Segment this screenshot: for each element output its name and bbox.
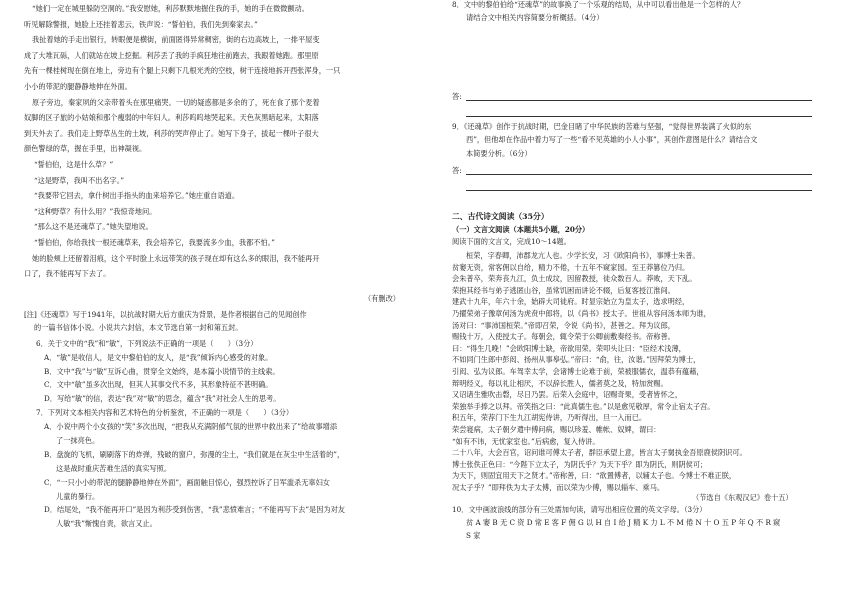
story-line: 成了大堆瓦砾，人们就站在坡上挖掘。利莎丢了我的手疯狂地往前跑去，我跟着她跑。那里原 <box>24 50 319 60</box>
story-source: （有删改） <box>364 294 400 303</box>
passage-line: 二十八年，大会百官，诏问谁可傅太子者，群臣承望上意，皆言太子舅执金吾原鹿侯阴识可。 <box>452 448 747 458</box>
passage-line: 桓荣，字春卿，沛郡龙亢人也。少学长安，习《欧阳尚书》，事博士朱普。 <box>466 251 700 260</box>
story-line: “我要带它回去，拿什树出手指头的血来培养它。”她庄重自语道。 <box>34 191 240 201</box>
q9-answer-line-1[interactable] <box>466 174 812 175</box>
passage-line: 曰：“得生几晚！”会欧阳博士缺，帝欲用荣。荣叩头让曰：“臣经术浅薄， <box>452 343 686 353</box>
passage-intro: 阅读下面的文言文，完成10～14题。 <box>452 237 571 246</box>
passage-line: 乃擢荣弟子豫章何汤为虎贲中郎将，以《尚书》授太子。世祖从容问汤本师为谁， <box>452 309 711 318</box>
q9-answer-line-2[interactable] <box>466 190 812 191</box>
story-line: “誓伯伯，你给我找一根还魂草来，我会培养它，我要流多少血，我都不怕。” <box>34 238 275 247</box>
q8-answer-line-2[interactable] <box>466 116 812 117</box>
q6-line: A．“敏”是收信人，是文中黎伯伯的友人，是“我”倾诉内心感受的对象。 <box>44 353 273 362</box>
q7-line: 儿童的暴行。 <box>56 491 100 501</box>
passage-line: 博士张佚正色曰：“今陛下立太子，为阴氏乎？为天下乎？即为阴氏，则阴侯可； <box>452 459 708 469</box>
story-line: “这是野草，我叫不出名字。” <box>34 175 125 185</box>
story-line: 奴脚的区子旅的小姑娘和那个瘦弱的中年妇人。利莎呜呜地哭起来。天色灰黑暗起来，太阳落 <box>24 113 319 123</box>
story-line: “这种野草？有什么用？”我惊奇地问。 <box>34 206 157 216</box>
q9-line: 9．《还魂草》创作于抗战时期，巴金目睹了中华民族的苦难与坚强，“觉得世界装满了火似的东 <box>452 122 752 131</box>
q7-line: B．盘旋的飞机，刷刷落下的炸弹，残破的窗户，弥漫的尘土，“我们就是在灰尘中生活着的”， <box>44 449 345 459</box>
passage-line: 建武十九年，年六十余，始辟大司徒府。时显宗始立为皇太子，选求明经， <box>452 297 690 307</box>
story-line: 小小的带泥的腿静静地伸在外面。 <box>24 82 132 91</box>
subsection-title: （一）文言文阅读（本题共5小题，20分） <box>452 225 590 234</box>
passage-line: 赐钱十万，入使授太子。每朝会，辄令荣于公卿前敷奏经书。帝称善。 <box>452 332 675 342</box>
q9-line: 本简要分析。（6分） <box>466 148 532 158</box>
passage-line: 又诏诸生雅吹击磬，尽日乃罢。后荣入会庭中，诏赐奇果，受者皆怀之， <box>452 390 683 400</box>
q6-line: C．文中“敏”虽多次出现，但其人其事交代不多，其形象特征不甚明确。 <box>44 380 273 390</box>
q10-line: 贫 A 窭 B 无 C 资 D 常 E 客 F 佣 G 以 H 自 I 给 J 精 K 力 L 不 M 倦 N 十 O 五 P 年 Q 不 R 窥 <box>466 518 781 527</box>
section-title: 二、古代诗文阅读（35分） <box>452 212 549 221</box>
story-line: “誓伯伯，这是什么草？” <box>34 160 114 169</box>
passage-line: 不如同门生郎中彭闳、扬州从事皋弘。”帝曰：“俞，往，汝谐。”因拜荣为博士， <box>452 355 701 365</box>
q9-answer-label: 答: <box>452 166 462 175</box>
passage-line: “如有不讳，无忧家室也。”后病愈，复入侍讲。 <box>452 436 600 446</box>
q6-line: D．写给“敏”的信，表达“我”对“敏”的思念，蕴含“我”对社会人生的思考。 <box>44 393 281 403</box>
passage-line: 引闳、弘为议郎。车驾幸太学，会诸博士论难于前，荣被服儒衣，温恭有蕴藉， <box>452 367 704 376</box>
passage-line: 会朱普卒，荣奔丧九江，负土成坟，因留教授，徒众数百人。莽败，天下乱。 <box>452 274 697 284</box>
q7-line: 人敏“我”惭愧自责，欲言又止。 <box>56 519 157 529</box>
story-line: 听见解除警报，她脸上还挂着悲云，铁声说：“誓伯伯，我们先到秦家去。” <box>24 19 258 29</box>
passage-line: 贫窭无资，常客佣以自给，精力不倦，十五年不窥家园。至王莽篡位乃归。 <box>452 262 690 272</box>
q10-line: 10．文中画波浪线的部分有三处需加句读，请写出相应位置的英文字母。（3分） <box>452 505 707 514</box>
story-line: 先有一棵桂树现在倒在地上，旁边有个腿上只剩下几根光秃的空枝，树干连接地拆开西张浑身，一只 <box>24 66 341 76</box>
story-line: 我扯着她的手走出银行，转眼便是横街，前面匿得异常稠密，街的右边高坡上，一排平屋变 <box>32 35 320 45</box>
story-line: 原子旁边，秦家夙的父亲带着头在那里痛哭。一切的疑惑都是多余的了，死在食了那个麦着 <box>32 97 320 107</box>
q7-line: 这是战时重庆苦难生活的真实写照。 <box>56 463 172 473</box>
passage-line: 为天下，则固宜用天下之贤才。”帝称善，曰：“欲置傅者，以辅太子也。今博士不难正朕， <box>452 471 737 481</box>
story-line: 口了，我不能再写下去了。 <box>24 269 111 279</box>
q10-line: S 家 <box>466 531 481 540</box>
q6-line: B．文中“我”与“敏”互诉心曲，贯穿全文始终，是本篇小说情节的主线索。 <box>44 366 280 376</box>
left-column <box>14 0 424 589</box>
note-line: 的一篇书信体小说。小说共六封信，本文节选自第一封和第五封。 <box>34 323 243 332</box>
passage-line: 荣尝寝病，太子朝夕遣中傅问病，赐以珍羞、帷帐、奴婢，谓曰： <box>452 425 661 434</box>
passage-line: 荣独举手捧之以拜。帝笑指之曰：“此真儒生也。”以是愈见敬厚，常令止宿太子宫。 <box>452 401 715 411</box>
q6-stem: 6．关于文中的“我”和“敏”，下列说法不正确的一项是（ ）（3分） <box>36 339 258 348</box>
passage-source: （节选自《东观汉记》卷十五） <box>692 493 793 502</box>
story-line: 到天外去了。我们走上野草丛生的土坡，利莎的哭声停止了。她写下身子，拔起一棵叶子很大 <box>24 128 319 138</box>
q7-line: D．结尾处，“我不能再开口”是因为利莎受到伤害，“我”悲愤难言；“不能再写下去”是因为对友 <box>44 505 345 515</box>
passage-line: 况太子乎？”即拜佚为太子太傅，而以荣为少傅，赐以辎车、乘马。 <box>452 483 665 492</box>
story-line: 她的脸颊上还留着泪痕，这个平时脸上永远带笑的孩子现在却有这么多的眼泪，我不能再开 <box>32 253 320 263</box>
q8-answer-label: 答: <box>452 92 462 101</box>
passage-line: 荣抱其经书与弟子逃匿山谷，虽常饥困而讲论不辍，后复客授江淮间。 <box>452 285 675 295</box>
q7-line: A．小说中两个小女孩的“笑”多次出现，“把我从充满阴郁气氛的世界中救出来了”给故事增添 <box>44 422 338 431</box>
passage-line: 汤对曰：“事沛国桓荣。”帝即召荣，令说《尚书》，甚善之。拜为议郎， <box>452 320 675 330</box>
q7-line: 了一抹亮色。 <box>56 435 100 445</box>
q8-line: 请结合文中相关内容简要分析概括。（4分） <box>466 13 604 22</box>
q8-line: 8．文中的黎伯伯给“还魂草”的故事换了一个乐观的结局，从中可以看出他是一个怎样的人？ <box>452 0 745 9</box>
right-column <box>452 0 812 589</box>
q8-answer-line-1[interactable] <box>466 100 812 101</box>
story-line: “那么这不是还魂草了。”她失望地说。 <box>34 222 153 232</box>
passage-line: 辩明经义，每以礼让相厌，不以辞长胜人，儒者莫之及，特加赏赐。 <box>452 378 668 388</box>
q9-line: 西”，但他却在作品中着力写了一些“看不见英雄的小人小事”，其创作意图是什么？请结合文 <box>466 135 758 145</box>
q7-stem: 7．下列对文本相关内容和艺术特色的分析鉴赏，不正确的一项是（ ）（3分） <box>36 408 294 417</box>
story-line: 颜色警绿的草，握在手里，出神凝视。 <box>24 144 147 154</box>
story-line: “她们一定在城里躲防空洞的。”我安慰她，利莎默默地握住我的手，她的手在微微颤动。 <box>32 4 309 13</box>
q7-line: C．“一只小小的带泥的腿静静地伸在外面”，画面触目惊心，强烈控诉了日军滥杀无辜妇女 <box>44 477 330 487</box>
passage-line: 积五年，荣荐门下生九江胡宪侍讲，乃听得出，旦一入而已。 <box>452 413 647 423</box>
note-line: [注]《还魂草》写于1941年，以抗战时期大后方重庆为背景，是作者根据自己的见闻创作 <box>24 310 307 319</box>
